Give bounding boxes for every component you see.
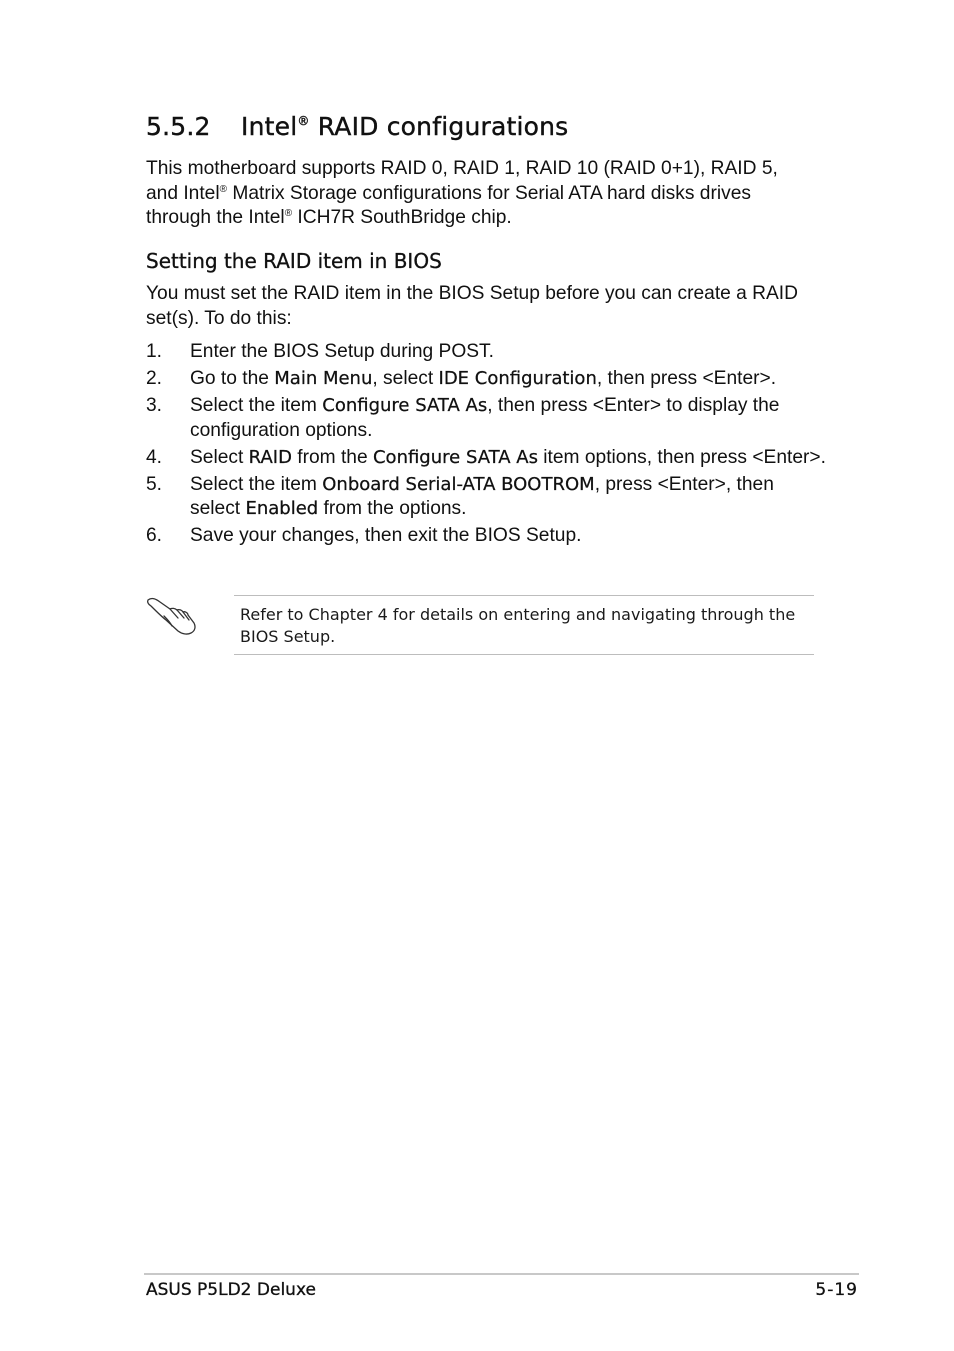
section-title (146, 112, 568, 141)
section-title-text: Intel (241, 112, 298, 141)
step-text (190, 473, 826, 522)
list-item (146, 446, 826, 471)
intro-line-2b: Matrix Storage configurations for Serial ATA hard disks drives (227, 182, 751, 204)
step-text (190, 446, 826, 471)
step-number: 2. (146, 368, 163, 389)
registered-mark: ® (219, 183, 227, 195)
step-text (190, 340, 826, 365)
step-text-part: item options, then press <Enter>. (537, 446, 826, 468)
list-item (146, 524, 826, 549)
bios-menu-term: Enabled (245, 498, 319, 519)
footer-divider (144, 1273, 859, 1275)
section-number: 5.5.2 (146, 112, 211, 141)
bios-menu-term: Configure SATA As (372, 446, 538, 468)
pointing-hand-icon (144, 592, 200, 636)
step-text-part: from the options. (318, 498, 467, 519)
step-number: 4. (146, 446, 163, 468)
step-number: 1. (146, 341, 163, 362)
step-text-part: Enter the BIOS Setup during POST. (190, 341, 494, 362)
list-item (146, 367, 826, 392)
bios-menu-term: Onboard Serial-ATA BOOTROM (322, 473, 595, 495)
registered-mark: ® (297, 114, 310, 128)
page-number: 5-19 (815, 1280, 858, 1300)
list-item (146, 473, 826, 522)
bios-menu-term: RAID (248, 446, 292, 468)
intro-line-1: This motherboard supports RAID 0, RAID 1, RAID 10 (RAID 0+1), RAID 5, (146, 158, 778, 179)
step-text-part: Save your changes, then exit the BIOS Setup. (190, 525, 582, 546)
step-text-part: from the (291, 446, 373, 468)
step-text (190, 394, 826, 443)
step-number: 5. (146, 473, 163, 495)
step-text-part: Go to the (190, 368, 275, 389)
registered-mark: ® (284, 208, 293, 219)
bios-menu-term: Main Menu (274, 368, 373, 389)
step-number: 3. (146, 395, 163, 416)
step-text-part: Select the item (190, 473, 323, 495)
list-item (146, 394, 826, 443)
section-title-text-rest: RAID configurations (309, 112, 569, 141)
bios-menu-term: Configure SATA As (322, 395, 488, 416)
subsection-title: Setting the RAID item in BIOS (146, 249, 442, 273)
steps-list (146, 340, 826, 551)
intro-line-2a: and Intel (146, 182, 220, 204)
step-text-part: , select (372, 368, 439, 389)
step-number: 6. (146, 525, 163, 546)
setup-intro-paragraph: You must set the RAID item in the BIOS Setup before you can create a RAID set(s). To do this: (146, 283, 798, 329)
intro-line-3a: through the Intel (146, 207, 285, 228)
list-item (146, 340, 826, 365)
step-text (190, 524, 826, 549)
step-text-part: , then press <Enter> to display the configuration options. (190, 395, 780, 441)
step-text-part: Select the item (190, 395, 323, 416)
pointing-hand-icon-graphic (144, 592, 200, 636)
note-text: Refer to Chapter 4 for details on entering and navigating through the BIOS Setup. (240, 605, 796, 646)
bios-menu-term: IDE Configuration (438, 368, 597, 389)
intro-paragraph (146, 157, 826, 231)
step-text-part: , then press <Enter>. (596, 368, 777, 389)
step-text-part: Select (190, 446, 249, 468)
step-text (190, 367, 826, 392)
footer-product-name: ASUS P5LD2 Deluxe (146, 1280, 316, 1300)
intro-line-3b: ICH7R SouthBridge chip. (292, 207, 512, 228)
step-text-part: , press <Enter>, then select (190, 473, 774, 519)
note-box (234, 595, 814, 655)
